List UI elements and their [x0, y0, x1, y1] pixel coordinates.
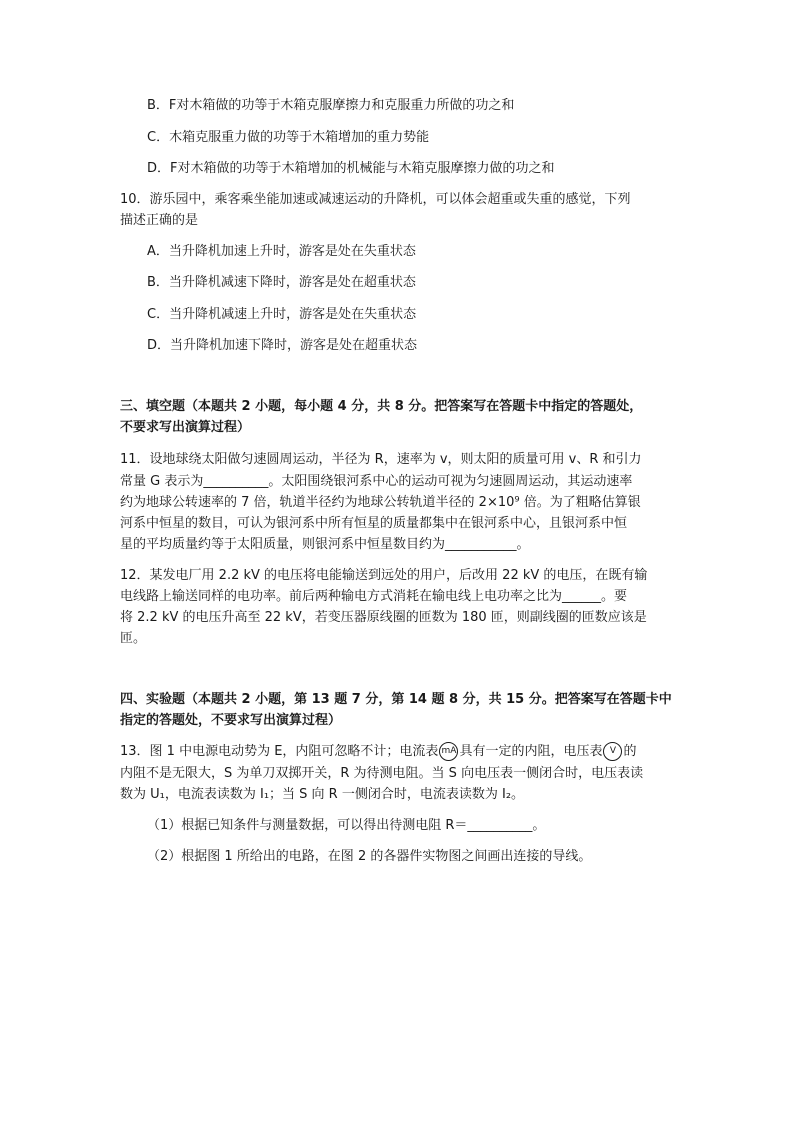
q12-line-1: 12．某发电厂用 2.2 kV 的电压将电能输送到远处的用户，后改用 22 kV 的电压，在既有输	[120, 568, 648, 583]
q13-subquestion-1: （1）根据已知条件与测量数据，可以得出待测电阻 R＝__________。	[147, 818, 546, 833]
q10-stem-line-1: 10．游乐园中，乘客乘坐能加速或减速运动的升降机，可以体会超重或失重的感觉，下列	[120, 192, 631, 207]
q10-option-a: A．当升降机加速上升时，游客是处在失重状态	[147, 244, 416, 259]
q10-option-d: D．当升降机加速下降时，游客是处在超重状态	[147, 338, 418, 353]
q13-subquestion-2: （2）根据图 1 所给出的电路，在图 2 的各器件实物图之间画出连接的导线。	[147, 849, 592, 864]
q12-line-3: 将 2.2 kV 的电压升高至 22 kV，若变压器原线圈的匝数为 180 匝，则副线圈的匝数应该是	[120, 610, 647, 625]
q13-line-1-text-c: 的	[623, 744, 637, 759]
milliammeter-symbol: mA	[439, 742, 458, 761]
q12-line-2: 电线路上输送同样的电功率。前后两种输电方式消耗在输电线上电功率之比为______。要	[120, 589, 628, 604]
q10-stem-line-2: 描述正确的是	[120, 213, 199, 228]
q11-line-3: 约为地球公转速率的 7 倍，轨道半径约为地球公转轨道半径的 2×10⁹ 倍。为了粗略估算银	[120, 495, 641, 510]
q11-line-2: 常量 G 表示为__________。太阳围绕银河系中心的运动可视为匀速圆周运动，其运动速率	[120, 474, 633, 489]
q11-line-1: 11．设地球绕太阳做匀速圆周运动，半径为 R，速率为 v，则太阳的质量可用 v、R 和引力	[120, 452, 642, 467]
q13-line-1-text-b: 具有一定的内阻，电压表	[459, 744, 603, 759]
section-4-heading-line-2: 指定的答题处，不要求写出演算过程）	[120, 713, 342, 728]
q10-option-b: B．当升降机减速下降时，游客是处在超重状态	[147, 275, 416, 290]
q11-line-5: 星的平均质量约等于太阳质量，则银河系中恒星数目约为___________。	[120, 537, 530, 552]
q9-option-b: B．F对木箱做的功等于木箱克服摩擦力和克服重力所做的功之和	[147, 98, 515, 113]
q13-line-3: 数为 U₁，电流表读数为 I₁；当 S 向 R 一侧闭合时，电流表读数为 I₂。	[120, 787, 525, 802]
section-3-heading-line-2: 不要求写出演算过程）	[120, 420, 251, 435]
q9-option-c: C．木箱克服重力做的功等于木箱增加的重力势能	[147, 130, 430, 145]
q10-option-c: C．当升降机减速上升时，游客是处在失重状态	[147, 307, 417, 322]
q13-line-1-text-a: 13．图 1 中电源电动势为 E，内阻可忽略不计；电流表	[120, 744, 439, 759]
q11-line-4: 河系中恒星的数目，可认为银河系中所有恒星的质量都集中在银河系中心，且银河系中恒	[120, 516, 628, 531]
voltmeter-symbol: V	[603, 742, 622, 761]
section-4-heading-line-1: 四、实验题（本题共 2 小题，第 13 题 7 分，第 14 题 8 分，共 15 分。把答案写在答题卡中	[120, 692, 672, 707]
q13-line-2: 内阻不是无限大，S 为单刀双掷开关，R 为待测电阻。当 S 向电压表一侧闭合时，电压表读	[120, 766, 644, 781]
section-3-heading-line-1: 三、填空题（本题共 2 小题，每小题 4 分，共 8 分。把答案写在答题卡中指定的答题处，	[120, 399, 643, 414]
q13-line-1	[120, 742, 636, 762]
q12-line-4: 匝。	[120, 631, 147, 646]
q9-option-d: D．F对木箱做的功等于木箱增加的机械能与木箱克服摩擦力做的功之和	[147, 161, 555, 176]
